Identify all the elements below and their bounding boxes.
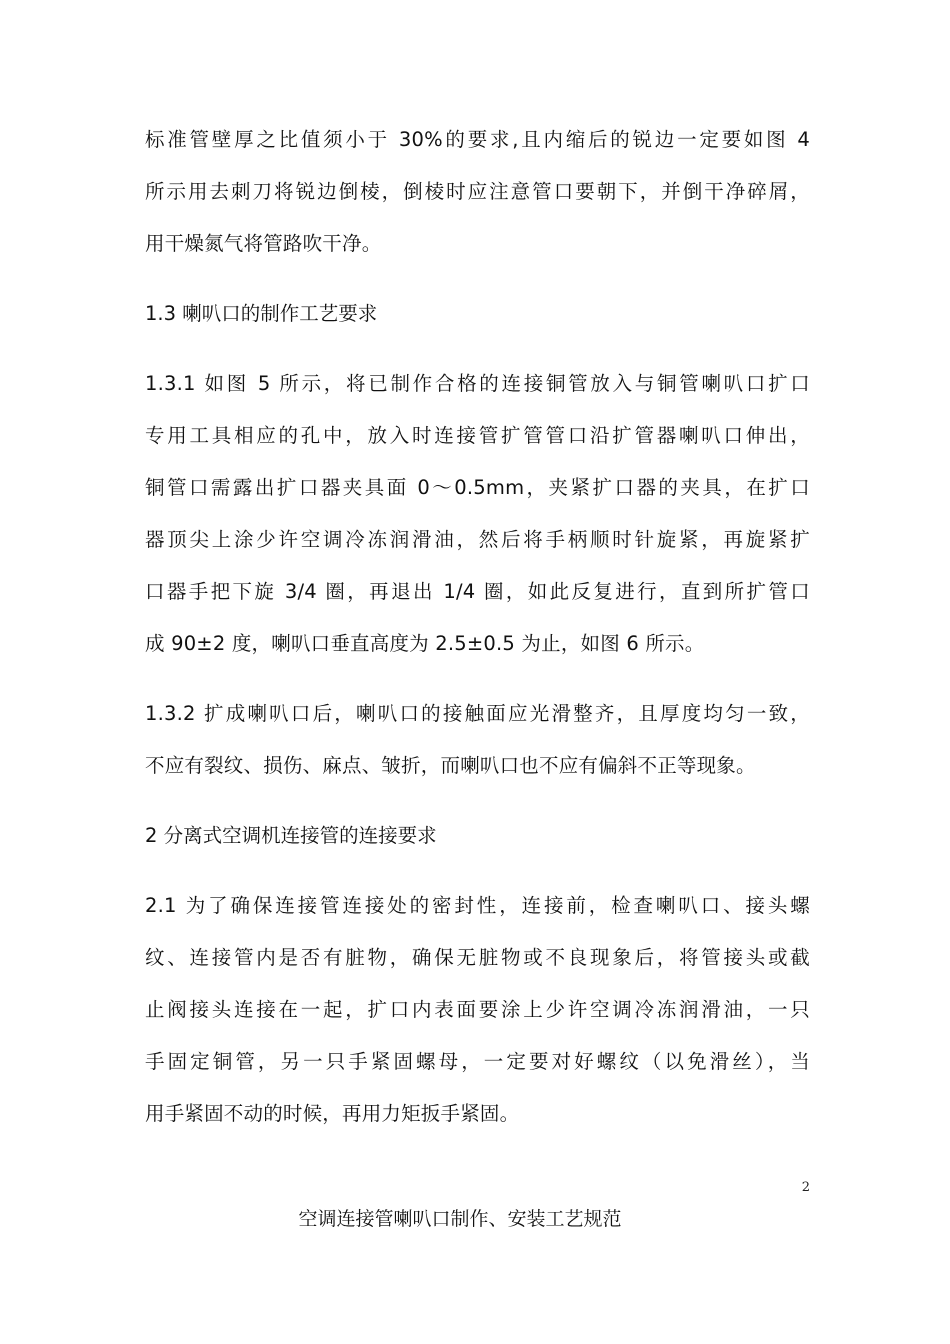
section-heading [145,810,810,862]
paragraph-gap [145,792,810,810]
text-line: 不应有裂纹、损伤、麻点、皱折，而喇叭口也不应有偏斜不正等现象。 [145,754,756,777]
text-line: 止阀接头连接在一起，扩口内表面要涂上少许空调冷冻润滑油，一只 [145,998,810,1021]
text-line: 成 90±2 度，喇叭口垂直高度为 2.5±0.5 为止，如图 6 所示。 [145,632,705,655]
paragraph [145,688,810,792]
paragraph-gap [145,670,810,688]
paragraph [145,358,810,670]
text-line: 标准管壁厚之比值须小于 30%的要求,且内缩后的锐边一定要如图 4 [145,128,810,151]
paragraph-gap [145,270,810,288]
text-line: 所示用去刺刀将锐边倒棱，倒棱时应注意管口要朝下，并倒干净碎屑， [145,180,810,203]
text-line: 2 分离式空调机连接管的连接要求 [145,824,437,847]
text-line: 用干燥氮气将管路吹干净。 [145,232,382,255]
text-line: 口器手把下旋 3/4 圈，再退出 1/4 圈，如此反复进行，直到所扩管口 [145,580,810,603]
text-line: 专用工具相应的孔中，放入时连接管扩管管口沿扩管器喇叭口伸出， [145,424,810,447]
paragraph [145,114,810,270]
text-line: 2.1 为了确保连接管连接处的密封性，连接前，检查喇叭口、接头螺 [145,894,810,917]
page-number: 2 [801,1180,810,1195]
text-line: 纹、连接管内是否有脏物，确保无脏物或不良现象后，将管接头或截 [145,946,810,969]
document-body [145,114,810,1140]
paragraph-gap [145,862,810,880]
text-line: 器顶尖上涂少许空调冷冻润滑油，然后将手柄顺时针旋紧，再旋紧扩 [145,528,810,551]
footer-document-title: 空调连接管喇叭口制作、安装工艺规范 [298,1208,622,1230]
paragraph-gap [145,340,810,358]
paragraph [145,880,810,1140]
text-line: 1.3 喇叭口的制作工艺要求 [145,302,378,325]
section-heading [145,288,810,340]
text-line: 铜管口需露出扩口器夹具面 0～0.5mm，夹紧扩口器的夹具，在扩口 [145,476,810,499]
text-line: 用手紧固不动的时候，再用力矩扳手紧固。 [145,1102,520,1125]
text-line: 1.3.2 扩成喇叭口后，喇叭口的接触面应光滑整齐，且厚度均匀一致， [145,702,810,725]
text-line: 1.3.1 如图 5 所示，将已制作合格的连接铜管放入与铜管喇叭口扩口 [145,372,810,395]
text-line: 手固定铜管，另一只手紧固螺母，一定要对好螺纹（以免滑丝），当 [145,1050,810,1073]
